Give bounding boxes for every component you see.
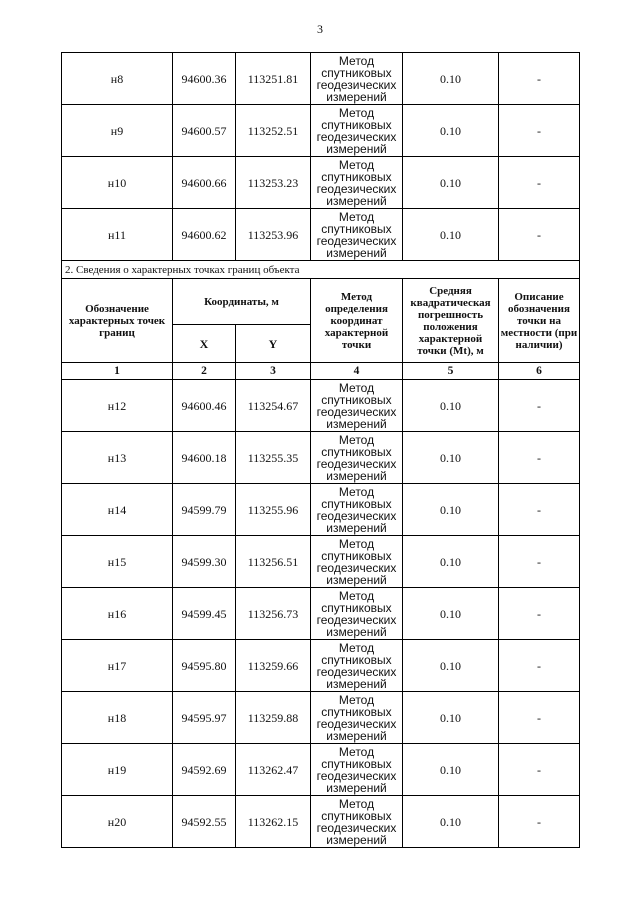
point-description: - (499, 640, 580, 692)
error-value: 0.10 (403, 157, 499, 209)
point-name: н18 (62, 692, 173, 744)
col-number-5: 5 (403, 363, 499, 380)
error-value: 0.10 (403, 744, 499, 796)
method-cell: Метод спутниковых геодезических измерений (311, 209, 403, 261)
table-body-bottom (62, 380, 580, 848)
error-value: 0.10 (403, 536, 499, 588)
coordinate-y: 113259.66 (236, 640, 311, 692)
table-row (62, 105, 580, 157)
table-row (62, 640, 580, 692)
coordinate-x: 94600.18 (173, 432, 236, 484)
point-description: - (499, 53, 580, 105)
table-row (62, 380, 580, 432)
method-cell: Метод спутниковых геодезических измерений (311, 640, 403, 692)
method-cell: Метод спутниковых геодезических измерений (311, 380, 403, 432)
coordinate-x: 94592.69 (173, 744, 236, 796)
col-number-2: 2 (173, 363, 236, 380)
col-number-3: 3 (236, 363, 311, 380)
point-description: - (499, 536, 580, 588)
table-row (62, 588, 580, 640)
coordinate-x: 94600.66 (173, 157, 236, 209)
coordinate-x: 94595.80 (173, 640, 236, 692)
point-name: н9 (62, 105, 173, 157)
coordinate-x: 94595.97 (173, 692, 236, 744)
method-cell: Метод спутниковых геодезических измерений (311, 796, 403, 848)
error-value: 0.10 (403, 588, 499, 640)
col-number-1: 1 (62, 363, 173, 380)
error-value: 0.10 (403, 105, 499, 157)
table-body-top (62, 53, 580, 261)
coordinate-x: 94599.79 (173, 484, 236, 536)
col-number-4: 4 (311, 363, 403, 380)
coordinate-x: 94592.55 (173, 796, 236, 848)
coordinate-y: 113255.35 (236, 432, 311, 484)
method-cell: Метод спутниковых геодезических измерений (311, 53, 403, 105)
table-row (62, 157, 580, 209)
coordinate-x: 94599.45 (173, 588, 236, 640)
coordinate-y: 113253.96 (236, 209, 311, 261)
point-description: - (499, 796, 580, 848)
coordinate-y: 113262.47 (236, 744, 311, 796)
header-error: Средняя квадратическая погрешность положения характерной точки (Mt), м (403, 279, 499, 363)
point-name: н13 (62, 432, 173, 484)
coordinate-y: 113252.51 (236, 105, 311, 157)
error-value: 0.10 (403, 380, 499, 432)
coordinate-y: 113251.81 (236, 53, 311, 105)
coordinate-y: 113253.23 (236, 157, 311, 209)
method-cell: Метод спутниковых геодезических измерений (311, 105, 403, 157)
point-description: - (499, 484, 580, 536)
point-description: - (499, 157, 580, 209)
table-row (62, 484, 580, 536)
coordinate-y: 113254.67 (236, 380, 311, 432)
error-value: 0.10 (403, 432, 499, 484)
method-cell: Метод спутниковых геодезических измерений (311, 588, 403, 640)
point-name: н17 (62, 640, 173, 692)
point-name: н12 (62, 380, 173, 432)
error-value: 0.10 (403, 640, 499, 692)
table-header (62, 261, 580, 380)
point-name: н8 (62, 53, 173, 105)
col-number-6: 6 (499, 363, 580, 380)
point-name: н10 (62, 157, 173, 209)
method-cell: Метод спутниковых геодезических измерений (311, 536, 403, 588)
point-description: - (499, 692, 580, 744)
coordinate-y: 113256.51 (236, 536, 311, 588)
error-value: 0.10 (403, 53, 499, 105)
table-row (62, 796, 580, 848)
header-description: Описание обозначения точки на местности (при наличии) (499, 279, 580, 363)
coordinate-y: 113256.73 (236, 588, 311, 640)
point-description: - (499, 105, 580, 157)
table-row (62, 432, 580, 484)
section-title: 2. Сведения о характерных точках границ объекта (62, 261, 580, 279)
coordinate-y: 113259.88 (236, 692, 311, 744)
header-y: Y (236, 325, 311, 363)
table-row (62, 53, 580, 105)
point-description: - (499, 744, 580, 796)
error-value: 0.10 (403, 796, 499, 848)
method-cell: Метод спутниковых геодезических измерений (311, 744, 403, 796)
coordinate-x: 94600.36 (173, 53, 236, 105)
method-cell: Метод спутниковых геодезических измерений (311, 432, 403, 484)
coordinate-x: 94599.30 (173, 536, 236, 588)
coordinate-y: 113255.96 (236, 484, 311, 536)
point-name: н19 (62, 744, 173, 796)
header-method: Метод определения координат характерной точки (311, 279, 403, 363)
coordinate-y: 113262.15 (236, 796, 311, 848)
coordinate-x: 94600.62 (173, 209, 236, 261)
boundary-points-table (61, 52, 580, 848)
point-name: н11 (62, 209, 173, 261)
error-value: 0.10 (403, 209, 499, 261)
method-cell: Метод спутниковых геодезических измерений (311, 484, 403, 536)
point-name: н16 (62, 588, 173, 640)
header-designation: Обозначение характерных точек границ (62, 279, 173, 363)
point-description: - (499, 380, 580, 432)
coordinate-x: 94600.46 (173, 380, 236, 432)
point-description: - (499, 209, 580, 261)
table-row (62, 536, 580, 588)
error-value: 0.10 (403, 692, 499, 744)
table-row (62, 692, 580, 744)
point-name: н15 (62, 536, 173, 588)
method-cell: Метод спутниковых геодезических измерений (311, 157, 403, 209)
table-row (62, 209, 580, 261)
header-x: X (173, 325, 236, 363)
table-row (62, 744, 580, 796)
page-number: 3 (317, 22, 323, 36)
coordinate-x: 94600.57 (173, 105, 236, 157)
header-coordinates: Координаты, м (173, 279, 311, 325)
point-name: н14 (62, 484, 173, 536)
method-cell: Метод спутниковых геодезических измерений (311, 692, 403, 744)
point-name: н20 (62, 796, 173, 848)
point-description: - (499, 432, 580, 484)
point-description: - (499, 588, 580, 640)
error-value: 0.10 (403, 484, 499, 536)
